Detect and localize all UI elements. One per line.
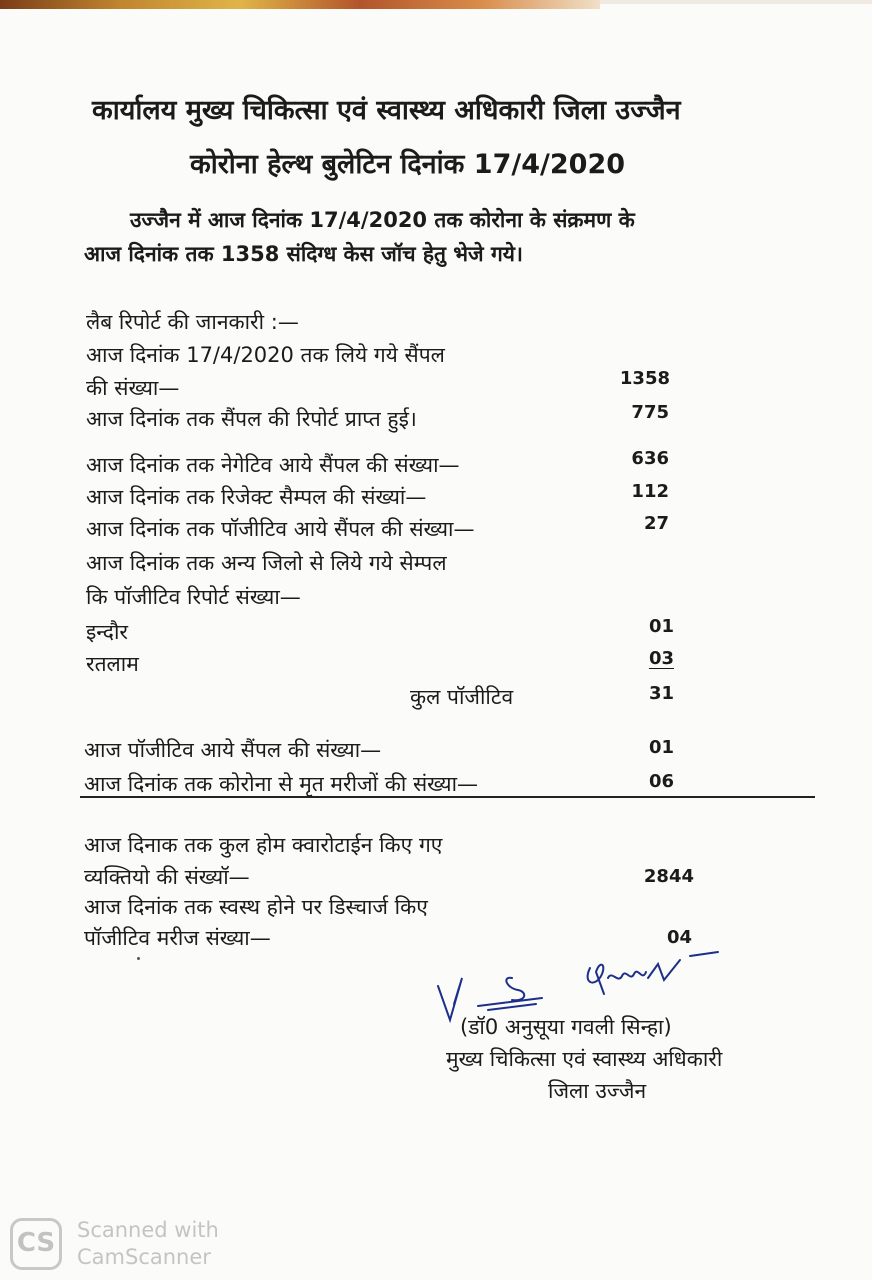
- other-districts-label-cont: कि पॉजीटिव रिपोर्ट संख्या—: [86, 585, 301, 609]
- today-positive-value: 01: [648, 737, 674, 758]
- other-districts-label: आज दिनांक तक अन्य जिलो से लिये गये सेम्पल: [86, 551, 447, 575]
- samples-taken-label-cont: की संख्या—: [86, 376, 180, 400]
- discharged-label-cont: पॉजीटिव मरीज संख्या—: [84, 926, 271, 950]
- positive-label: आज दिनांक तक पॉजीटिव आये सैंपल की संख्या—: [86, 517, 475, 541]
- section-divider: [80, 796, 815, 798]
- camscanner-logo-icon: CS: [10, 1218, 62, 1270]
- top-edge-strip: [0, 0, 600, 9]
- district-ratlam-value: 03: [648, 648, 674, 669]
- deaths-label: आज दिनांक तक कोरोना से मृत मरीजों की संख्या—: [84, 772, 479, 796]
- samples-taken-label: आज दिनांक 17/4/2020 तक लिये गये सैंपल: [86, 343, 445, 367]
- watermark-line-1: Scanned with: [77, 1218, 219, 1242]
- signatory-designation: मुख्य चिकित्सा एवं स्वास्थ्य अधिकारी: [446, 1047, 723, 1071]
- rejected-label: आज दिनांक तक रिजेक्ट सैम्पल की संख्यां—: [86, 485, 427, 509]
- office-title: कार्यालय मुख्य चिकित्सा एवं स्वास्थ्य अधिकारी जिला उज्जैन: [92, 95, 681, 126]
- watermark-line-2: CamScanner: [77, 1245, 211, 1269]
- district-indore-label: इन्दौर: [86, 620, 128, 644]
- signatory-district: जिला उज्जैन: [548, 1079, 647, 1103]
- district-indore-value: 01: [648, 616, 674, 637]
- home-quarantine-value: 2844: [643, 866, 694, 887]
- discharged-label: आज दिनांक तक स्वस्थ होने पर डिस्चार्ज किए: [84, 895, 428, 919]
- lab-report-heading: लैब रिपोर्ट की जानकारी :—: [86, 310, 299, 334]
- signatory-name: (डॉ0 अनुसूया गवली सिन्हा): [460, 1015, 672, 1039]
- intro-line-1: उज्जैन में आज दिनांक 17/4/2020 तक कोरोना के संक्रमण के: [130, 208, 635, 232]
- total-positive-value: 31: [648, 683, 674, 704]
- reports-received-label: आज दिनांक तक सैंपल की रिपोर्ट प्राप्त हुई।: [86, 407, 417, 431]
- samples-taken-value: 1358: [619, 368, 670, 389]
- negative-label: आज दिनांक तक नेगेटिव आये सैंपल की संख्या—: [86, 453, 460, 477]
- intro-line-2: आज दिनांक तक 1358 संदिग्ध केस जॉच हेतु भेजे गये।: [84, 242, 523, 266]
- today-positive-label: आज पॉजीटिव आये सैंपल की संख्या—: [84, 738, 382, 762]
- discharged-value: 04: [666, 927, 692, 948]
- deaths-value: 06: [648, 771, 674, 792]
- top-edge-strip-light: [600, 0, 872, 4]
- home-quarantine-label: आज दिनाक तक कुल होम क्वारोटाईन किए गए: [84, 833, 443, 857]
- negative-value: 636: [631, 448, 669, 469]
- district-ratlam-label: रतलाम: [86, 652, 139, 676]
- rejected-value: 112: [631, 481, 669, 502]
- total-positive-label: कुल पॉजीटिव: [410, 685, 514, 709]
- reports-received-value: 775: [631, 402, 669, 423]
- bulletin-title: कोरोना हेल्थ बुलेटिन दिनांक 17/4/2020: [190, 149, 626, 180]
- positive-value: 27: [643, 513, 669, 534]
- home-quarantine-label-cont: व्यक्तियो की संख्यॉ—: [84, 865, 250, 889]
- speck: [137, 957, 140, 960]
